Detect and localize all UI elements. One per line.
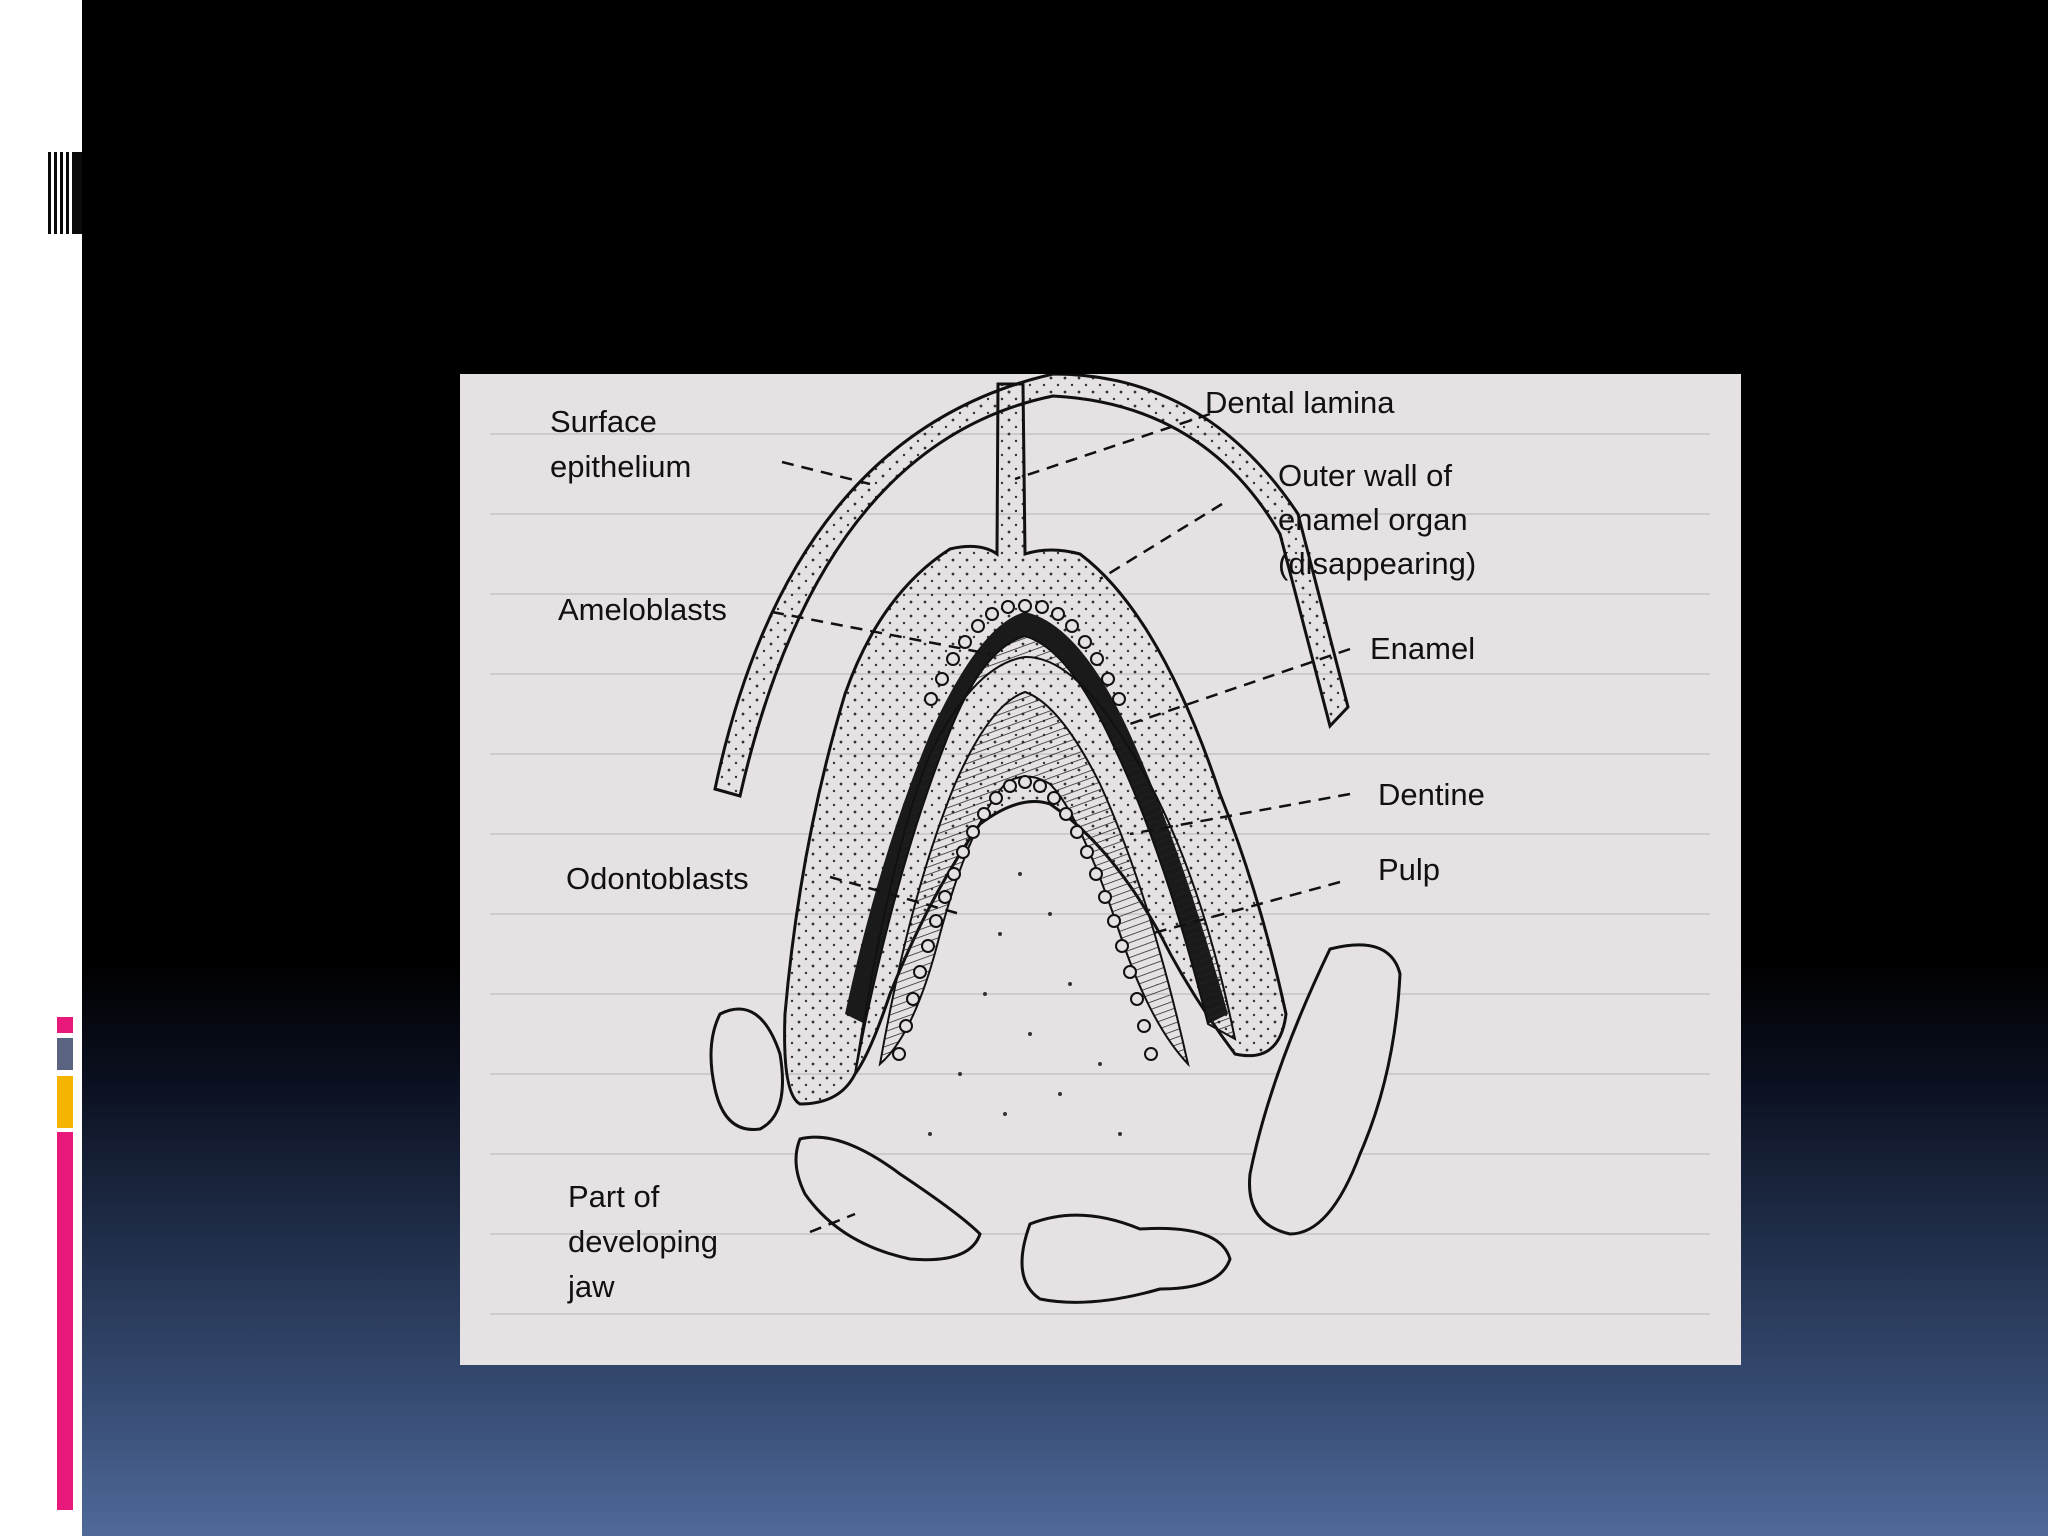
accent-pink-small (57, 1017, 73, 1033)
label-outer-wall-line2: enamel organ (1278, 502, 1468, 537)
decor-bar (60, 152, 63, 234)
label-developing-jaw-line2: developing (568, 1224, 718, 1259)
decor-bar (48, 152, 51, 234)
label-dental-lamina: Dental lamina (1205, 385, 1395, 420)
accent-yellow (57, 1076, 73, 1128)
label-developing-jaw-line1: Part of (568, 1179, 660, 1214)
label-developing-jaw-line3: jaw (568, 1269, 615, 1304)
label-surface-epithelium-line2: epithelium (550, 449, 692, 484)
label-surface-epithelium-line1: Surface (550, 404, 657, 439)
label-outer-wall-line1: Outer wall of (1278, 458, 1453, 493)
decor-bar (72, 152, 82, 234)
decor-bar (54, 152, 57, 234)
label-dentine: Dentine (1378, 777, 1485, 812)
label-odontoblasts: Odontoblasts (566, 861, 749, 896)
label-ameloblasts: Ameloblasts (558, 592, 727, 627)
label-pulp: Pulp (1378, 852, 1441, 887)
pulp-stipple (928, 872, 1122, 1136)
label-outer-wall-line3: (disappearing) (1278, 546, 1477, 581)
tooth-development-diagram (460, 374, 1741, 1365)
decor-bar (66, 152, 69, 234)
left-decor-strip (0, 0, 82, 1536)
accent-pink-tall (57, 1132, 73, 1510)
accent-slate (57, 1038, 73, 1070)
label-enamel: Enamel (1370, 631, 1476, 666)
